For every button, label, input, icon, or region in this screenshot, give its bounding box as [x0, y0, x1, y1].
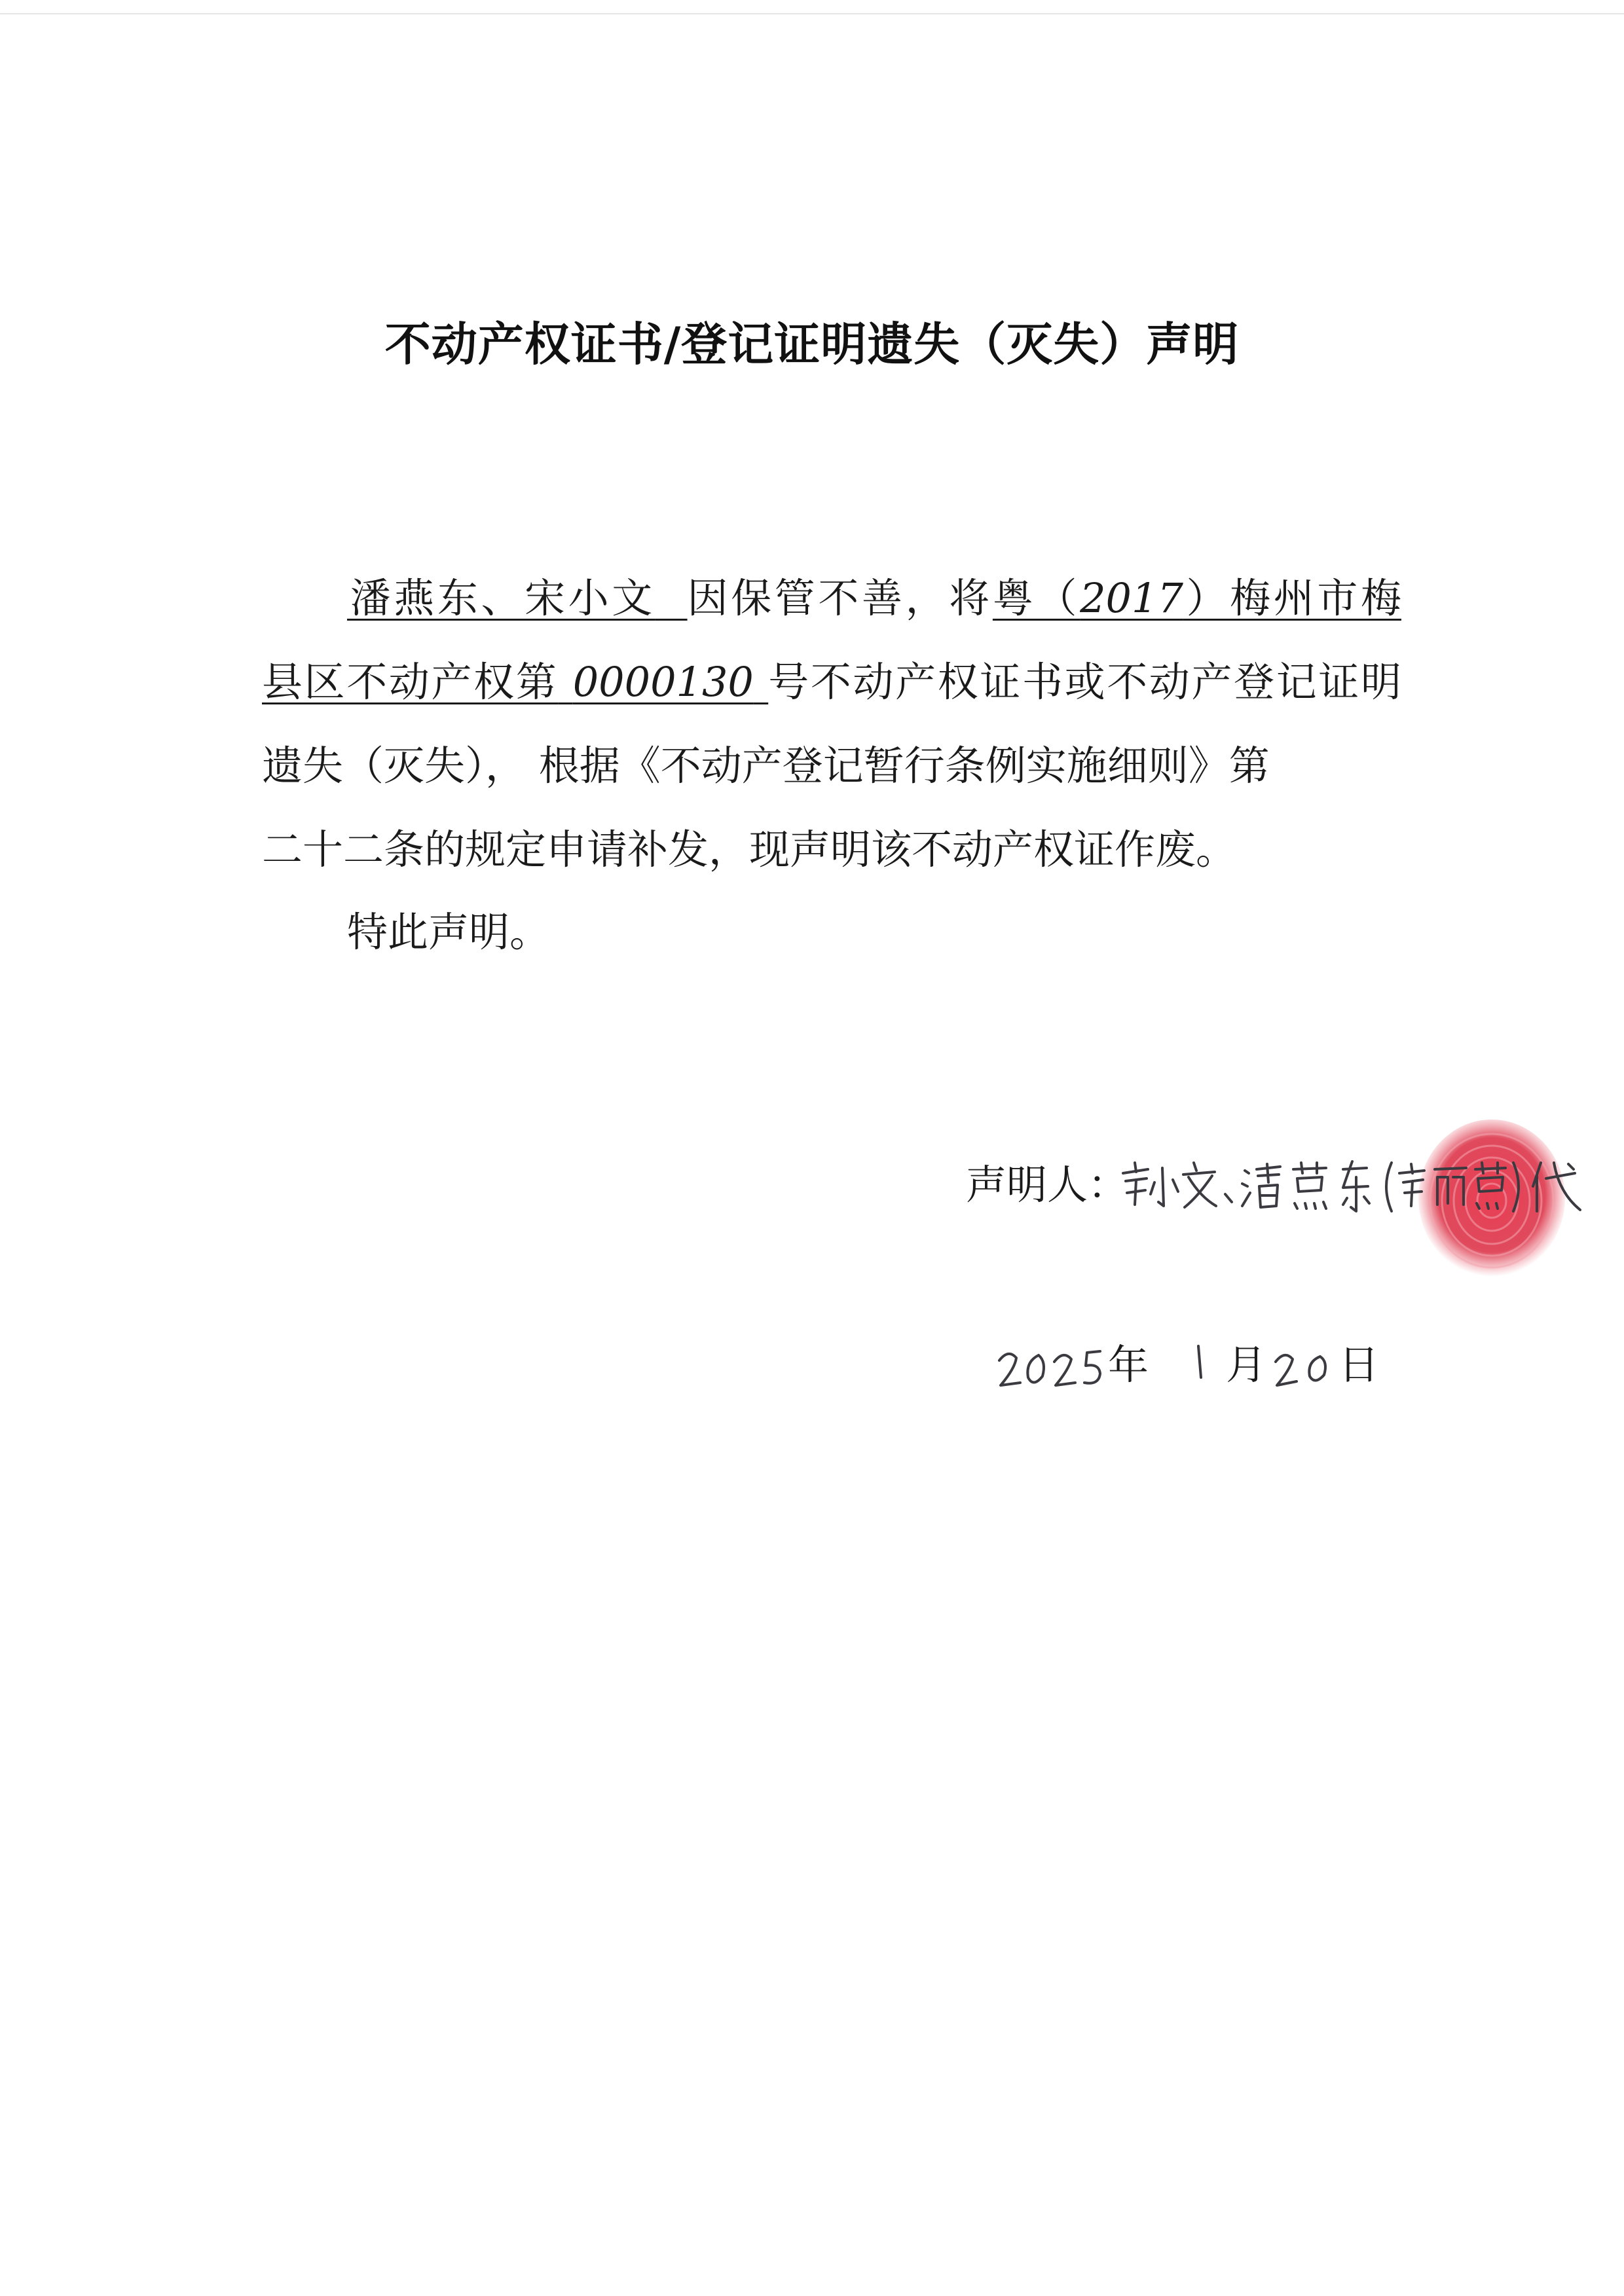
declaration-paragraph	[262, 556, 1401, 892]
certificate-number: 0000130	[572, 658, 754, 706]
date-day-handwritten	[1270, 1342, 1336, 1394]
certificate-id-part-1: 粤（2017）梅州市梅	[992, 574, 1401, 622]
paragraph-line-4: 二十二条的规定申请补发，现声明该不动产权证作废。	[262, 826, 1237, 873]
paragraph-line-2	[262, 640, 1401, 724]
paragraph-line-3: 遗失（灭失）， 根据《不动产登记暂行条例实施细则》第	[262, 742, 1270, 790]
certificate-year: 2017	[1080, 574, 1183, 622]
closing-statement: 特此声明。	[347, 908, 551, 956]
declarant-signature	[1116, 1154, 1588, 1219]
paragraph-text-1: 因保管不善，将	[687, 574, 993, 622]
date-month-handwritten	[1185, 1339, 1211, 1392]
owner-names: 潘燕东、宋小文	[347, 574, 655, 622]
declarant-label: 声明人：	[966, 1161, 1129, 1209]
date-year-handwritten	[995, 1342, 1107, 1394]
certificate-id-part-2: 县区不动产权第 0000130	[262, 658, 754, 706]
document-title: 不动产权证书/登记证明遗失（灭失）声明	[384, 318, 1240, 371]
paragraph-text-2: 号不动产权证书或不动产登记证明	[768, 658, 1401, 706]
date-day-label: 日	[1338, 1341, 1380, 1389]
date-month-label: 月	[1226, 1341, 1267, 1389]
declaration-date	[995, 1336, 1401, 1394]
date-year-label: 年	[1108, 1341, 1149, 1389]
scan-edge-line	[0, 13, 1624, 14]
paragraph-line-1	[262, 556, 1401, 640]
